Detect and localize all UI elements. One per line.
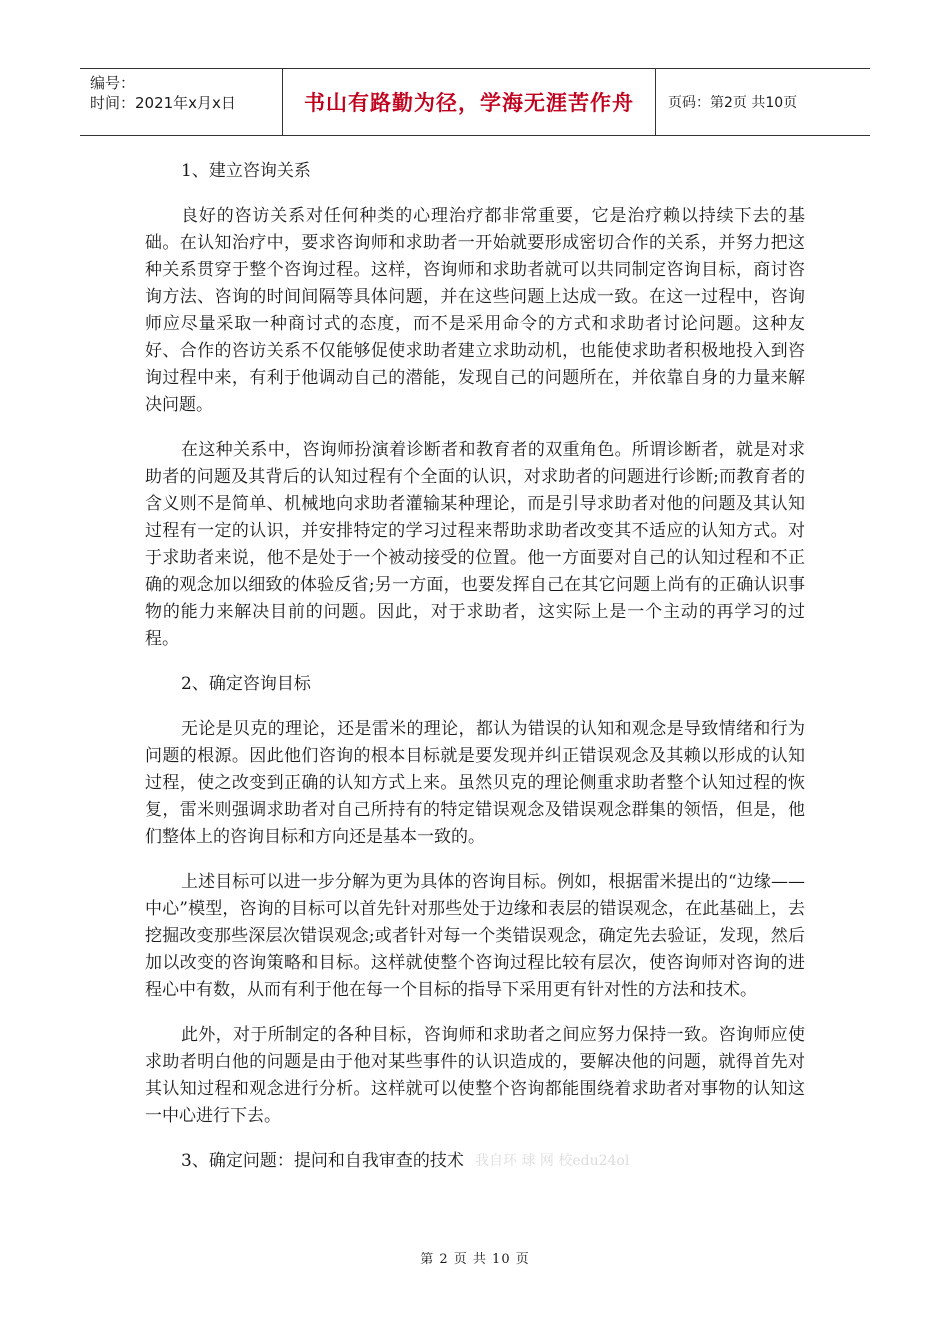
- section-heading-2: 2、确定咨询目标: [181, 674, 311, 694]
- header-motto: 书山有路勤为径，学海无涯苦作舟: [283, 69, 656, 135]
- paragraph: 上述目标可以进一步分解为更为具体的咨询目标。例如，根据雷米提出的“边缘——中心”模型，咨询的目标可以首先针对那些处于边缘和表层的错误观念，在此基础上，去挖掘改变那些深层次错误观念;或者针对每一个类错误观念，确定先去验证，发现，然后加以改变的咨询策略和目标。这样就使整个咨询过程比较有层次，使咨询师对咨询的进程心中有数，从而有利于他在每一个目标的指导下采用更有针对性的方法和技术。: [145, 872, 805, 1000]
- page-footer: 第 2 页 共 10 页: [420, 1252, 530, 1267]
- section-heading-1: 1、建立咨询关系: [181, 161, 311, 181]
- paragraph: 无论是贝克的理论，还是雷米的理论，都认为错误的认知和观念是导致情绪和行为问题的根源。因此他们咨询的根本目标就是要发现并纠正错误观念及其赖以形成的认知过程，使之改变到正确的认知方式上来。虽然贝克的理论侧重求助者整个认知过程的恢复，雷米则强调求助者对自己所持有的特定错误观念及错误观念群集的领悟，但是，他们整体上的咨询目标和方向还是基本一致的。: [145, 719, 805, 847]
- header-page-info: 页码：第2页 共10页: [668, 95, 798, 111]
- document-date: 时间：2021年x月x日: [90, 94, 236, 112]
- section-heading-3: 3、确定问题：提问和自我审查的技术: [181, 1151, 464, 1171]
- document-number-label: 编号：: [90, 74, 136, 92]
- page-header: [80, 68, 870, 136]
- section-3-row: [145, 1148, 805, 1175]
- paragraph: 良好的咨访关系对任何种类的心理治疗都非常重要，它是治疗赖以持续下去的基础。在认知治疗中，要求咨询师和求助者一开始就要形成密切合作的关系，并努力把这种关系贯穿于整个咨询过程。这样，咨询师和求助者就可以共同制定咨询目标，商讨咨询方法、咨询的时间间隔等具体问题，并在这些问题上达成一致。在这一过程中，咨询师应尽量采取一种商讨式的态度，而不是采用命令的方式和求助者讨论问题。这种友好、合作的咨访关系不仅能够促使求助者建立求助动机，也能使求助者积极地投入到咨询过程中来，有利于他调动自己的潜能，发现自己的问题所在，并依靠自身的力量来解决问题。: [145, 206, 805, 415]
- paragraph: 在这种关系中，咨询师扮演着诊断者和教育者的双重角色。所谓诊断者，就是对求助者的问题及其背后的认知过程有个全面的认识，对求助者的问题进行诊断;而教育者的含义则不是简单、机械地向求助者灌输某种理论，而是引导求助者对他的问题及其认知过程有一定的认识，并安排特定的学习过程来帮助求助者改变其不适应的认知方式。对于求助者来说，他不是处于一个被动接受的位置。他一方面要对自己的认知过程和不正确的观念加以细致的体验反省;另一方面，也要发挥自己在其它问题上尚有的正确认识事物的能力来解决目前的问题。因此，对于求助者，这实际上是一个主动的再学习的过程。: [145, 440, 805, 649]
- paragraph: 此外，对于所制定的各种目标，咨询师和求助者之间应努力保持一致。咨询师应使求助者明白他的问题是由于他对某些事件的认识造成的，要解决他的问题，就得首先对其认知过程和观念进行分析。这样就可以使整个咨询都能围绕着求助者对事物的认知这一中心进行下去。: [145, 1025, 805, 1126]
- header-meta: [80, 69, 283, 135]
- document-body: [145, 158, 805, 1193]
- faint-watermark-text: 我自环 球 网 校edu24ol: [475, 1153, 630, 1169]
